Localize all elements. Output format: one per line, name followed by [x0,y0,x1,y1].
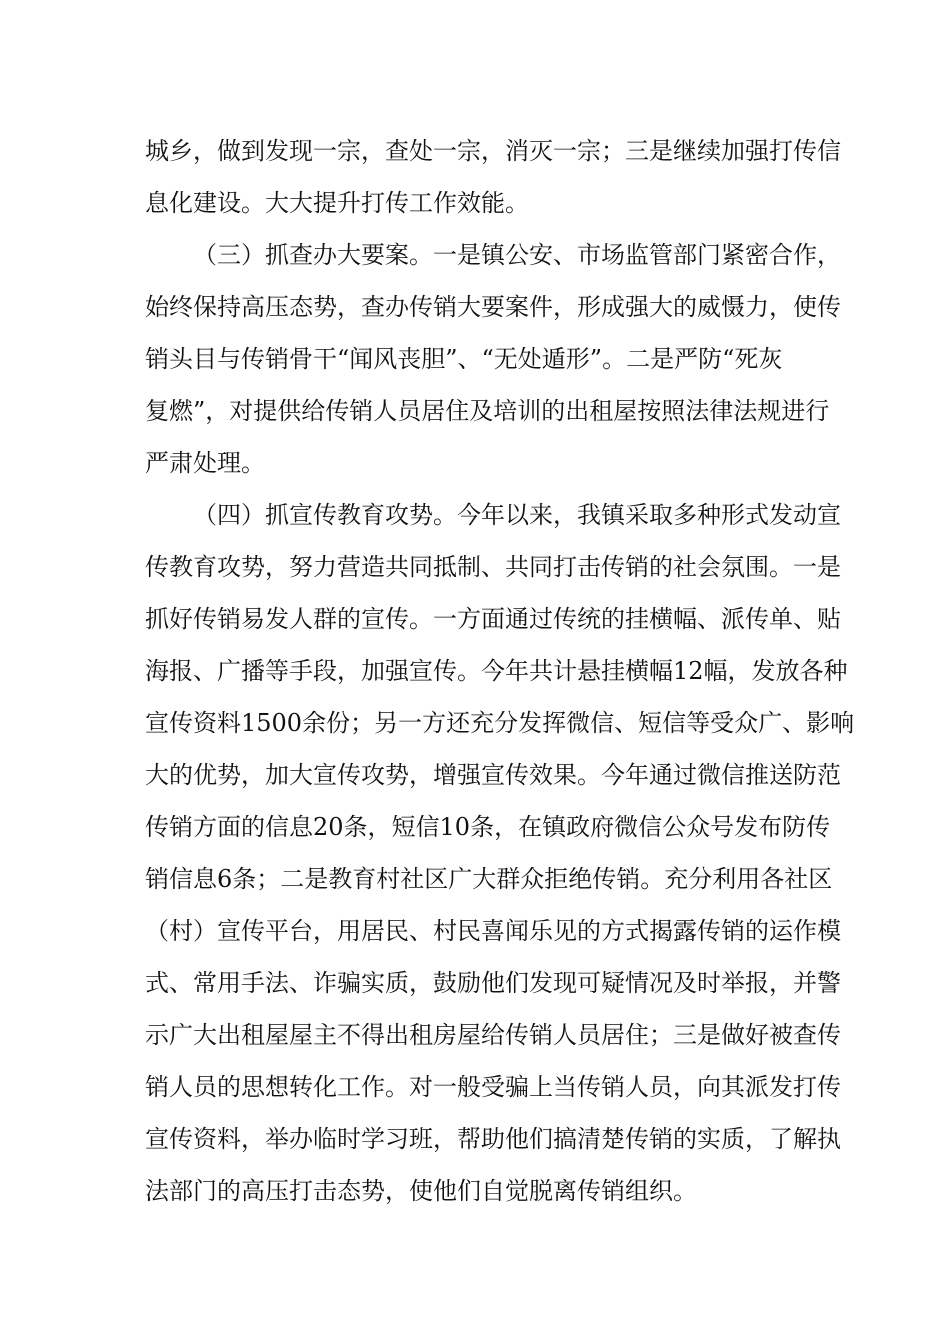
text-line: 销头目与传销骨干“闻风丧胆”、“无处遁形”。二是严防“死灰 [145,345,783,373]
text-line: 城乡，做到发现一宗，查处一宗，消灭一宗；三是继续加强打传信 [145,137,841,165]
text-line: 大的优势，加大宣传攻势，增强宣传效果。今年通过微信推送防范 [145,761,841,789]
text-line: 法部门的高压打击态势，使他们自觉脱离传销组织。 [145,1177,697,1205]
text-line: 传销方面的信息20条，短信10条，在镇政府微信公众号发布防传 [145,813,831,841]
section-heading-line: （三）抓查办大要案。一是镇公安、市场监管部门紧密合作， [193,241,841,269]
section-heading-line: （四）抓宣传教育攻势。今年以来，我镇采取多种形式发动宣 [193,501,841,529]
text-line: 严肃处理。 [145,449,265,477]
text-line: 宣传资料1500余份；另一方还充分发挥微信、短信等受众广、影响 [145,709,855,737]
text-line: （村）宣传平台，用居民、村民喜闻乐见的方式揭露传销的运作模 [145,917,841,945]
text-line: 销人员的思想转化工作。对一般受骗上当传销人员，向其派发打传 [145,1073,841,1101]
text-line: 示广大出租屋屋主不得出租房屋给传销人员居住；三是做好被查传 [145,1021,841,1049]
text-line: 宣传资料，举办临时学习班，帮助他们搞清楚传销的实质，了解执 [145,1125,841,1153]
text-line: 始终保持高压态势，查办传销大要案件，形成强大的威慑力，使传 [145,293,841,321]
text-line: 复燃”，对提供给传销人员居住及培训的出租屋按照法律法规进行 [145,397,830,425]
text-line: 销信息6条；二是教育村社区广大群众拒绝传销。充分利用各社区 [145,865,833,893]
text-line: 抓好传销易发人群的宣传。一方面通过传统的挂横幅、派传单、贴 [145,605,841,633]
document-body [145,125,855,1217]
text-line: 息化建设。大大提升打传工作效能。 [145,189,529,217]
text-line: 式、常用手法、诈骗实质，鼓励他们发现可疑情况及时举报，并警 [145,969,841,997]
text-line: 海报、广播等手段，加强宣传。今年共计悬挂横幅12幅，发放各种 [145,657,848,685]
text-line: 传教育攻势，努力营造共同抵制、共同打击传销的社会氛围。一是 [145,553,841,581]
